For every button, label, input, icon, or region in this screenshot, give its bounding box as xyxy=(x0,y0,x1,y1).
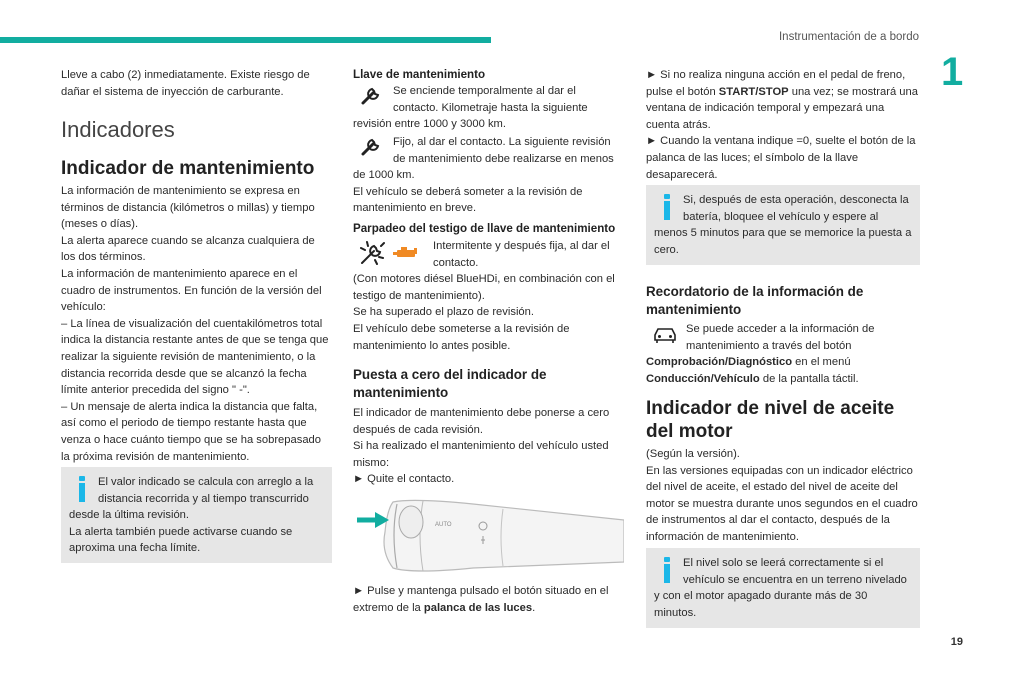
flashing-text-3: Se ha superado el plazo de revisión. xyxy=(353,306,534,319)
reset-heading: Puesta a cero del indicador de mantenimiento xyxy=(353,367,547,400)
note-text: El valor indicado se calcula con arreglo a la distancia recorrida y al tiempo transcurrido desde la última revisión. xyxy=(69,476,314,522)
paragraph: La información de mantenimiento aparece en el cuadro de instrumentos. En función de la versión del vehículo: xyxy=(61,267,322,314)
page-number: 19 xyxy=(950,636,963,648)
press-instruction: ► Pulse y mantenga pulsado el botón situado en el extremo de la palanca de las luces. xyxy=(353,585,609,614)
reminder-text: Se puede acceder a la información de mantenimiento a través del botón Comprobación/Diagnóstico en el menú Conducción/Vehículo de la pantalla táctil. xyxy=(646,323,875,385)
wrench-heading: Llave de mantenimiento xyxy=(353,68,486,81)
step-2: ► Cuando la ventana indique =0, suelte el botón de la palanca de las luces; el símbolo de la llave desaparecerá. xyxy=(646,135,916,181)
wrench-item-1 xyxy=(353,83,624,133)
flashing-text-1: Intermitente y después fija, al dar el contacto. xyxy=(433,240,610,269)
info-icon xyxy=(659,194,675,220)
info-icon xyxy=(74,476,90,502)
info-icon xyxy=(659,557,675,583)
reset-step: ► Quite el contacto. xyxy=(353,473,455,486)
info-note xyxy=(61,467,332,563)
flashing-item xyxy=(353,238,624,354)
wrench-icon xyxy=(359,84,385,106)
oil-text-1: (Según la versión). xyxy=(646,448,740,460)
reset-text-2: Si ha realizado el mantenimiento del vehículo usted mismo: xyxy=(353,440,609,469)
wrench-item-2 xyxy=(353,134,624,217)
paragraph: La información de mantenimiento se expresa en términos de distancia (kilómetros o millas) y tiempo (meses o días). xyxy=(61,185,315,231)
note-text: La alerta también puede activarse cuando se aproxima una fecha límite. xyxy=(69,525,293,555)
info-note-battery xyxy=(646,185,920,265)
reset-body xyxy=(353,405,624,488)
intro-text: Lleve a cabo (2) inmediatamente. Existe riesgo de dañar el sistema de inyección de carburante. xyxy=(61,69,310,98)
auto-label: AUTO xyxy=(435,522,452,528)
reminder-heading: Recordatorio de la información de mantenimiento xyxy=(646,284,864,317)
wrench-flashing-icon xyxy=(357,238,423,268)
reminder-body xyxy=(646,321,920,387)
maintenance-heading: Indicador de mantenimiento xyxy=(61,158,315,179)
wrench-text-2: Fijo, al dar el contacto. La siguiente revisión de mantenimiento debe realizarse en menos de 1000 km. xyxy=(353,136,614,182)
section-title: Indicadores xyxy=(61,117,175,142)
note-text: El nivel solo se leerá correctamente si el vehículo se encuentra en un terreno nivelado y con el motor apagado durante más de 30 minutos. xyxy=(654,557,907,619)
list-item: – Un mensaje de alerta indica la distancia que falta, así como el periodo de tiempo restante hasta que venza o hace cuánto tiempo que se ha sobrepasado la próxima revisión de mantenimiento. xyxy=(61,400,321,463)
engine-warning-icon xyxy=(393,247,417,257)
top-accent-bar xyxy=(0,37,491,43)
step-1: ► Si no realiza ninguna acción en el pedal de freno, pulse el botón START/STOP una vez; se mostrará una ventana de indicación temporal y empezará una cuenta atrás. xyxy=(646,69,918,131)
startstop-steps xyxy=(646,67,920,183)
oil-text-2: En las versiones equipadas con un indicador eléctrico del nivel de aceite, el estado del nivel de aceite del motor se muestra durante unos segundos en el cuadro de instrumentos al dar el contacto, después de la información de mantenimiento. xyxy=(646,464,918,543)
list-item: – La línea de visualización del cuentakilómetros total indica la distancia restante antes de que se tenga que realizar la siguiente revisión de mantenimiento, o la distancia recorrida desde que se alcanzó la fecha límite anterior precedida del signo " -". xyxy=(61,317,329,397)
running-header: Instrumentación de a bordo xyxy=(778,31,919,43)
flashing-text-4: El vehículo debe someterse a la revisión de mantenimiento lo antes posible. xyxy=(353,322,570,352)
paragraph: La alerta aparece cuando se alcanza cualquiera de los dos términos. xyxy=(61,234,315,264)
wrench-text-1: Se enciende temporalmente al dar el contacto. Kilometraje hasta la siguiente revisión entre 1000 y 3000 km. xyxy=(353,85,588,131)
info-note-oil xyxy=(646,548,920,628)
maintenance-body xyxy=(61,183,332,465)
wrench-icon xyxy=(359,135,385,157)
oil-level-heading: Indicador de nivel de aceite del motor xyxy=(646,398,895,442)
flashing-text-2: (Con motores diésel BlueHDi, en combinación con el testigo de mantenimiento). xyxy=(353,273,615,302)
wrench-text-3: El vehículo se deberá someter a la revisión de mantenimiento en breve. xyxy=(353,185,583,215)
chapter-number: 1 xyxy=(941,50,964,94)
note-text: Si, después de esta operación, desconecta la batería, bloquee el vehículo y espere al menos 5 minutos para que se memorice la puesta a cero. xyxy=(654,194,912,256)
lighting-stalk-illustration xyxy=(353,492,624,578)
car-service-icon xyxy=(652,322,678,344)
oil-level-body xyxy=(646,446,920,546)
flashing-heading: Parpadeo del testigo de llave de mantenimiento xyxy=(353,222,616,235)
reset-text-1: El indicador de mantenimiento debe ponerse a cero después de cada revisión. xyxy=(353,407,610,436)
